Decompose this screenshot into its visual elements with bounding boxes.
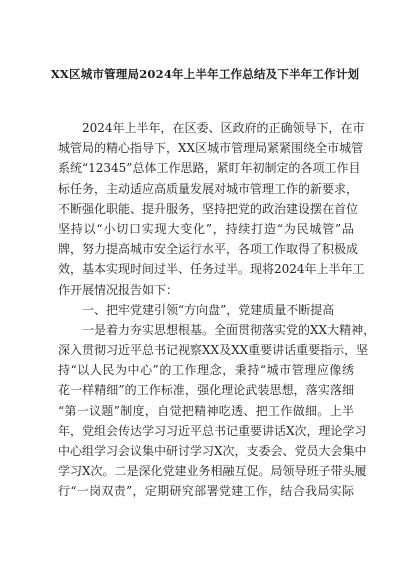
paragraph-line: 2024年上半年，在区委、区政府的正确领导下，在市 xyxy=(82,121,365,135)
paragraph-line: 一是着力夯实思想根基。全面贯彻落实党的XX大精神， xyxy=(82,322,376,337)
paragraph-line: “第一议题”制度，自觉把精神吃透、把工作做细。上半 xyxy=(58,403,354,418)
paragraph-line: 系统“12345”总体工作思路，紧盯年初制定的各项工作目 xyxy=(58,161,361,176)
paragraph-line: 标任务，主动适应高质量发展对城市管理工作的新要求， xyxy=(58,181,359,196)
paragraph-line: 深入贯彻习近平总书记视察XX及XX重要讲话重要指示，坚 xyxy=(58,343,369,358)
paragraph-line: 牌，努力提高城市安全运行水平，各项工作取得了积极成 xyxy=(58,242,359,257)
paragraph-line: 花一样精细”的工作标准，强化理论武装思想，落实落细 xyxy=(58,383,354,398)
paragraph-line: 中心组学习会议集中研讨学习X次，支委会、党员大会集中 xyxy=(58,444,367,458)
document-body xyxy=(58,118,376,502)
paragraph-line: 持“以人民为中心”的工作理念，秉持“城市管理应像绣 xyxy=(58,363,354,378)
paragraph-line: 效，基本实现时间过半、任务过半。现将2024年上半年工 xyxy=(58,262,365,277)
paragraph-line: 年，党组会传达学习习近平总书记重要讲话X次，理论学习 xyxy=(58,423,367,438)
section-heading: 一、把牢党建引领“方向盘”，党建质量不断提高 xyxy=(82,302,335,317)
paragraph-line: 行“一岗双责”，定期研究部署党建工作，结合我局实际 xyxy=(58,484,354,499)
paragraph-line: 城管局的精心指导下，XX区城市管理局紧紧围绕全市城管 xyxy=(58,141,364,156)
paragraph-line: 作开展情况报告如下： xyxy=(58,282,179,297)
paragraph-line: 坚持以“小切口实现大变化”，持续打造“为民城管”品 xyxy=(58,221,354,236)
document-title: XX区城市管理局2024年上半年工作总结及下半年工作计划 xyxy=(50,67,360,81)
paragraph-line: 学习X次。二是深化党建业务相融互促。局领导班子带头履 xyxy=(58,464,367,479)
paragraph-line: 不断强化职能、提升服务，坚持把党的政治建设摆在首位 xyxy=(58,201,359,216)
